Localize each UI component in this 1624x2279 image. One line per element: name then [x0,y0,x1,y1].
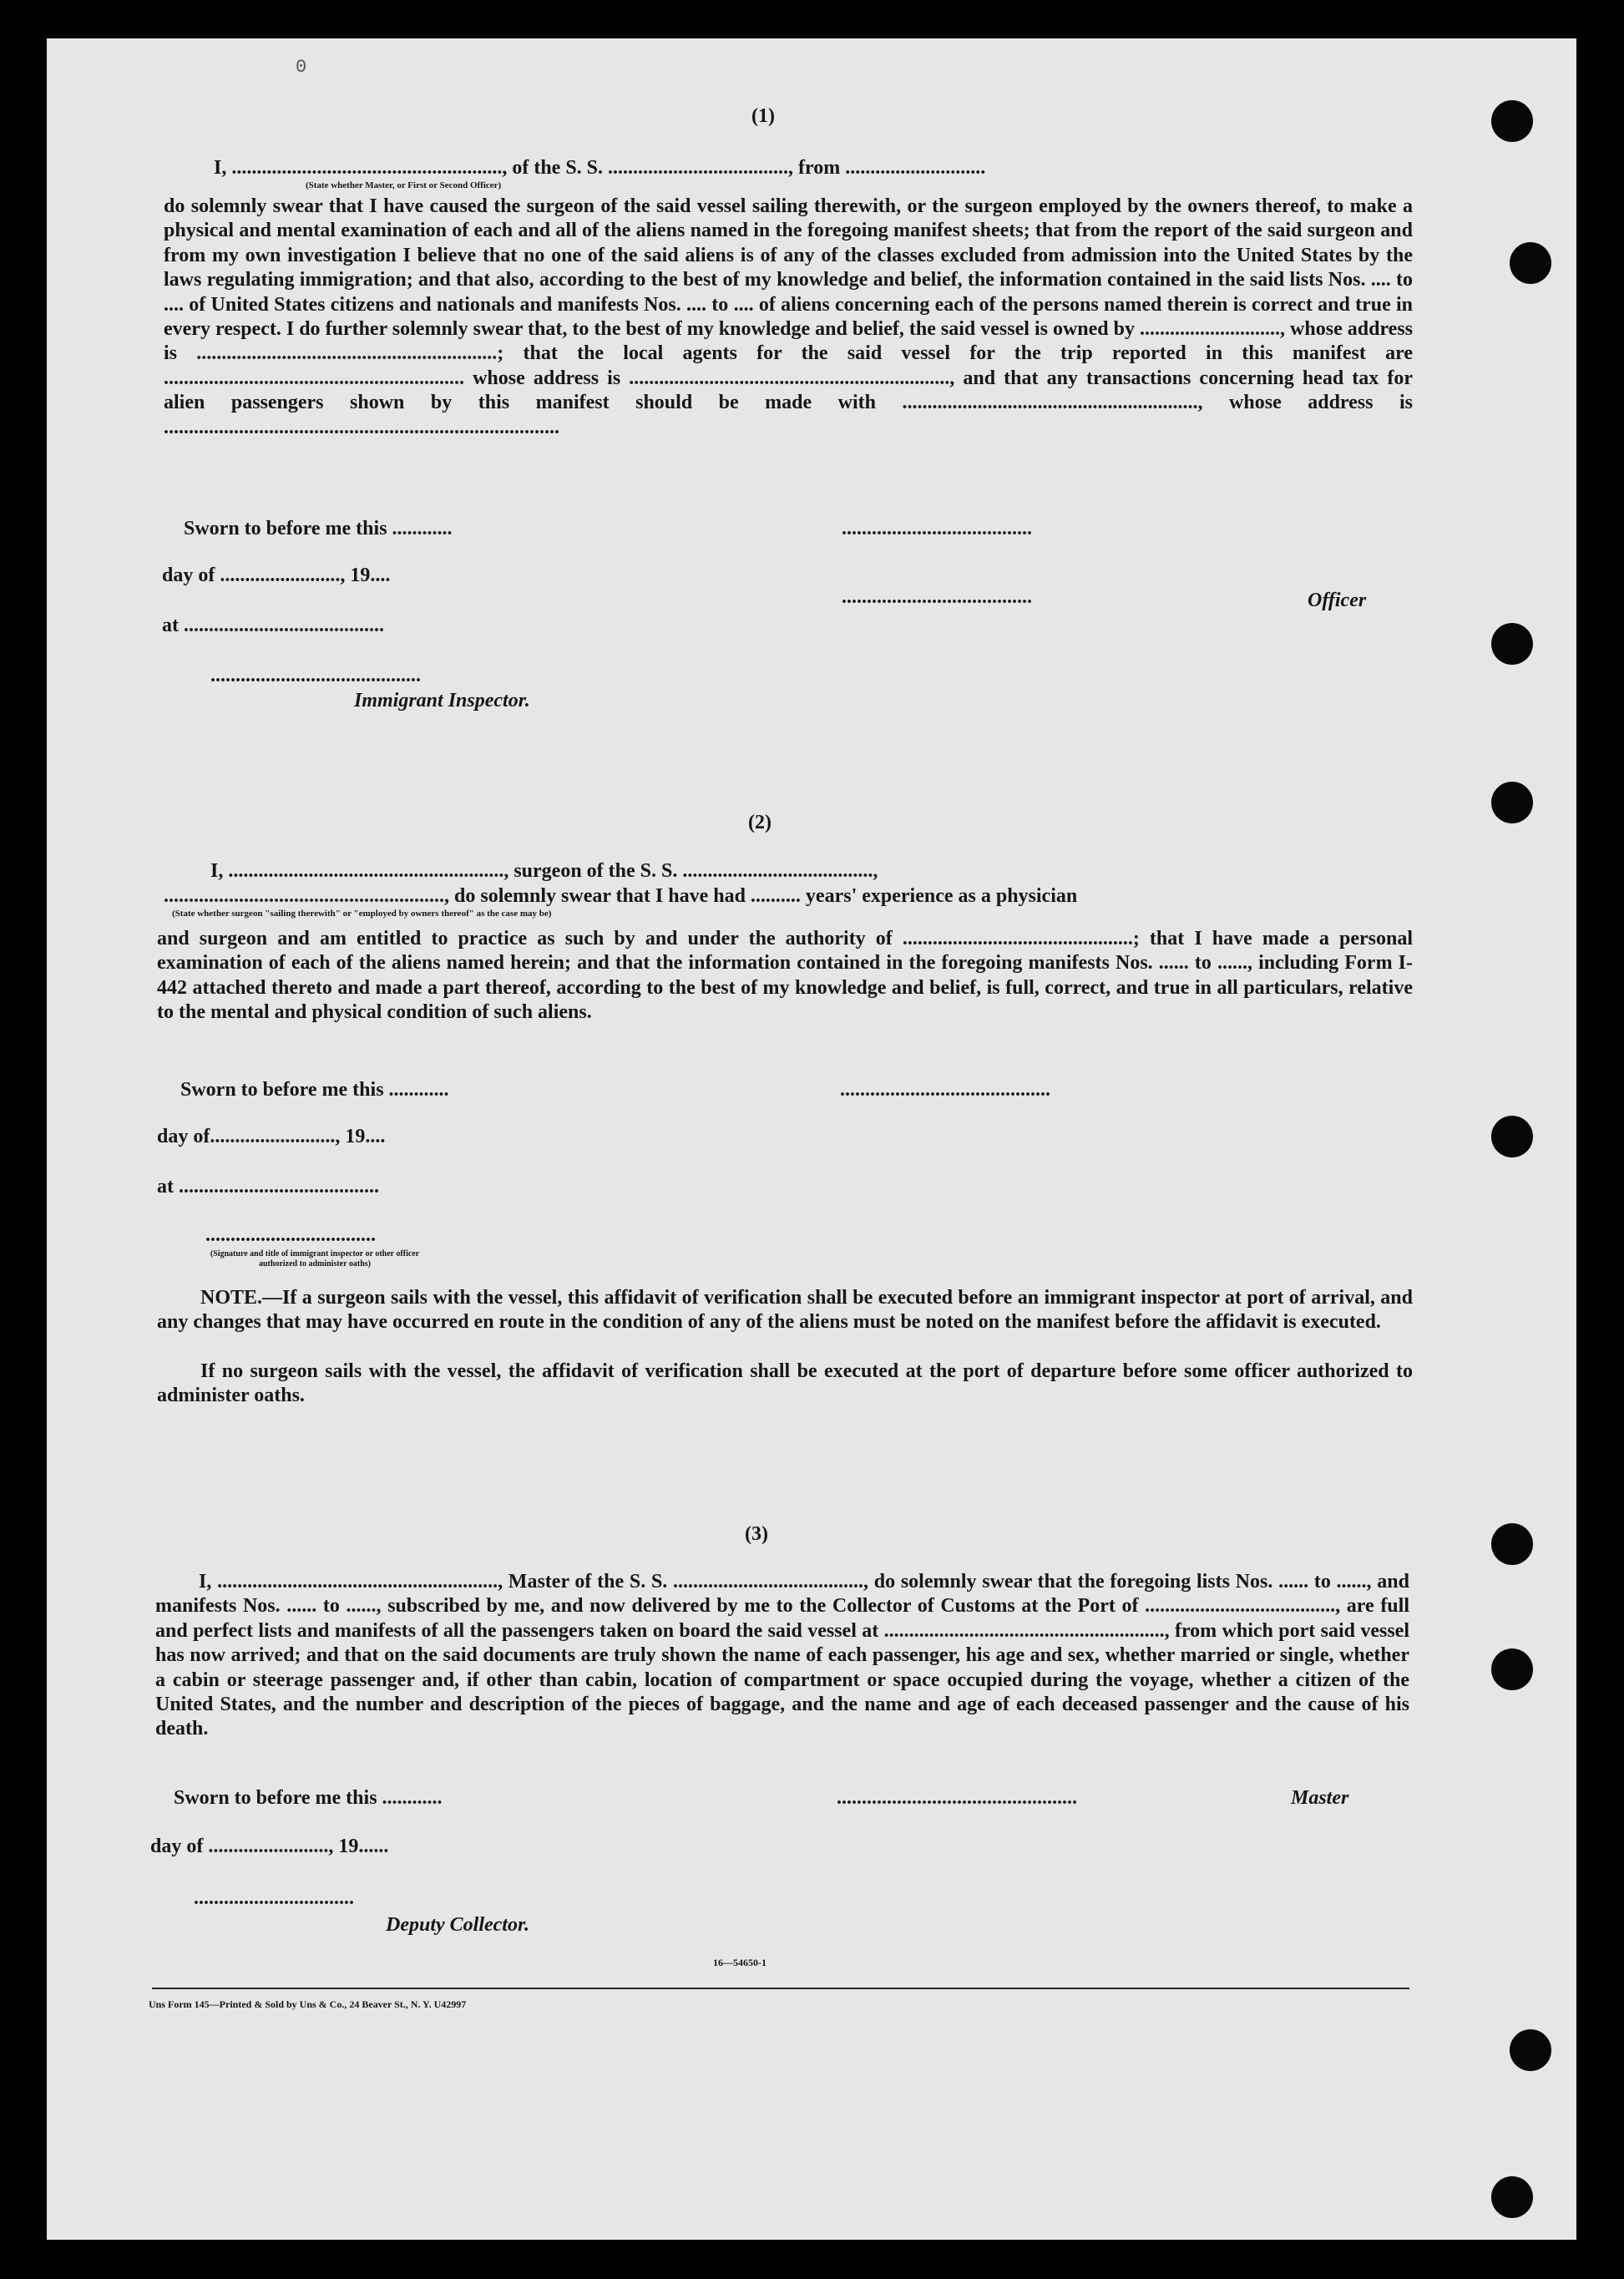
inspector-label: Immigrant Inspector. [354,690,530,712]
binder-hole [1491,1523,1533,1565]
surgeon-signature-line: .......................................... [840,1079,1050,1101]
day-label-3: day of ........................, 19...... [150,1836,389,1857]
master-signature-line: ................................................ [837,1787,1077,1809]
faint-stamp: 0 [296,57,310,78]
surgeon-caption: (State whether surgeon "sailing therewith" or "employed by owners thereof" as the case may be) [172,909,552,919]
section-1-oath-line: I, ......................................................, of the S. S. ...................................., from ............................ [214,157,986,179]
day-label-2: day of........................., 19.... [157,1126,386,1147]
section-2-line-2: ........................................................, do solemnly swear that I have had .......... years' experience as a physician [164,885,1078,907]
form-number: 16—54650-1 [713,1957,766,1968]
binder-hole [1491,623,1533,665]
section-3-heading: (3) [745,1523,768,1545]
note-paragraph-2: If no surgeon sails with the vessel, the affidavit of verification shall be executed at the port of departure before some officer authorized to administer oaths. [157,1360,1413,1407]
at-label-1: at ........................................ [162,615,384,636]
inspector-signature-line: .......................................... [210,665,421,686]
authorized-signature-line: .................................. [205,1224,376,1246]
binder-hole [1491,782,1533,823]
binder-hole [1510,2029,1551,2071]
authorized-signature-caption: (Signature and title of immigrant inspector or other officer authorized to administer oaths) [210,1249,420,1269]
printer-footer: Uns Form 145—Printed & Sold by Uns & Co., 24 Beaver St., N. Y. U42997 [149,1998,467,2010]
collector-label: Deputy Collector. [386,1914,529,1936]
section-3-body: I, ........................................................, Master of the S. S. ......................................, do solemnly swear that the foregoing lists Nos. ...... to ......, and manifests Nos. ...... to ......, subscribed by me, and now delivered by me to the Collector of Customs at the Port of ......................................, are full and perfect lists and manifests of all the passengers taken on board the said vessel at ........................................................, from which port said vessel has now arrived; and that on the said documents are truly shown the name of each passenger, his age and sex, whether married or single, whether a cabin or steerage passenger and, if other than cabin, location of compartment or space occupied during the voyage, whether a citizen of the United States, and the number and description of the pieces of baggage, and the name and age of each deceased passenger and the cause of his death. [155,1571,1409,1740]
sworn-label-3: Sworn to before me this ............ [174,1787,443,1809]
day-label-1: day of ........................, 19.... [162,565,391,586]
officer-label: Officer [1308,590,1367,611]
collector-signature-line: ................................ [194,1887,354,1909]
officer-signature-top: ...................................... [842,518,1032,539]
binder-hole [1491,1116,1533,1157]
section-2-heading: (2) [748,812,772,833]
document-page [47,38,1576,2240]
master-caption: (State whether Master, or First or Second Officer) [306,180,502,190]
master-label: Master [1291,1787,1349,1809]
sworn-label-1: Sworn to before me this ............ [184,518,453,539]
footer-rule [152,1988,1409,1989]
binder-hole [1491,1648,1533,1690]
at-label-2: at ........................................ [157,1176,379,1198]
section-1-heading: (1) [751,105,775,127]
binder-hole [1491,100,1533,142]
section-1-body: do solemnly swear that I have caused the surgeon of the said vessel sailing therewith, or the surgeon employed by the owners thereof, to make a physical and mental examination of each and all of the aliens named in the foregoing manifest sheets; that from the report of the said surgeon and from my own investigation I believe that no one of the said aliens is of any of the classes excluded from admission into the United States by the laws regulating immigration; and that also, according to the best of my knowledge and belief, the information contained in the said lists Nos. .... to .... of United States citizens and nationals and manifests Nos. .... to .... of aliens concerning each of the persons named therein is correct and true in every respect. I do further solemnly swear that, to the best of my knowledge and belief, the said vessel is owned by ............................, whose address is ............................................................; that the local agents for the said vessel for the trip reported in this manifest are ............................................................ whose address is ................................................................, and that any transactions concerning head tax for alien passengers shown by this manifest should be made with ..........................................................., whose address is ............................................................................... [164,195,1413,438]
sworn-label-2: Sworn to before me this ............ [180,1079,449,1101]
section-2-body: and surgeon and am entitled to practice as such by and under the authority of ..............................................; that I have made a personal examination of each of the aliens named herein; and that the information contained in the foregoing manifests Nos. ...... to ......, including Form I-442 attached thereto and made a part thereof, according to the best of my knowledge and belief, is full, correct, and true in all particulars, relative to the mental and physical condition of such aliens. [157,928,1413,1024]
section-2-line-1: I, ......................................................., surgeon of the S. S. ......................................, [210,860,878,882]
note-paragraph: NOTE.—If a surgeon sails with the vessel, this affidavit of verification shall be executed before an immigrant inspector at port of arrival, and any changes that may have occurred en route in the condition of any of the aliens must be noted on the manifest before the affidavit is executed. [157,1287,1413,1334]
officer-signature-line: ...................................... [842,586,1032,608]
binder-hole [1491,2176,1533,2218]
binder-hole [1510,242,1551,284]
